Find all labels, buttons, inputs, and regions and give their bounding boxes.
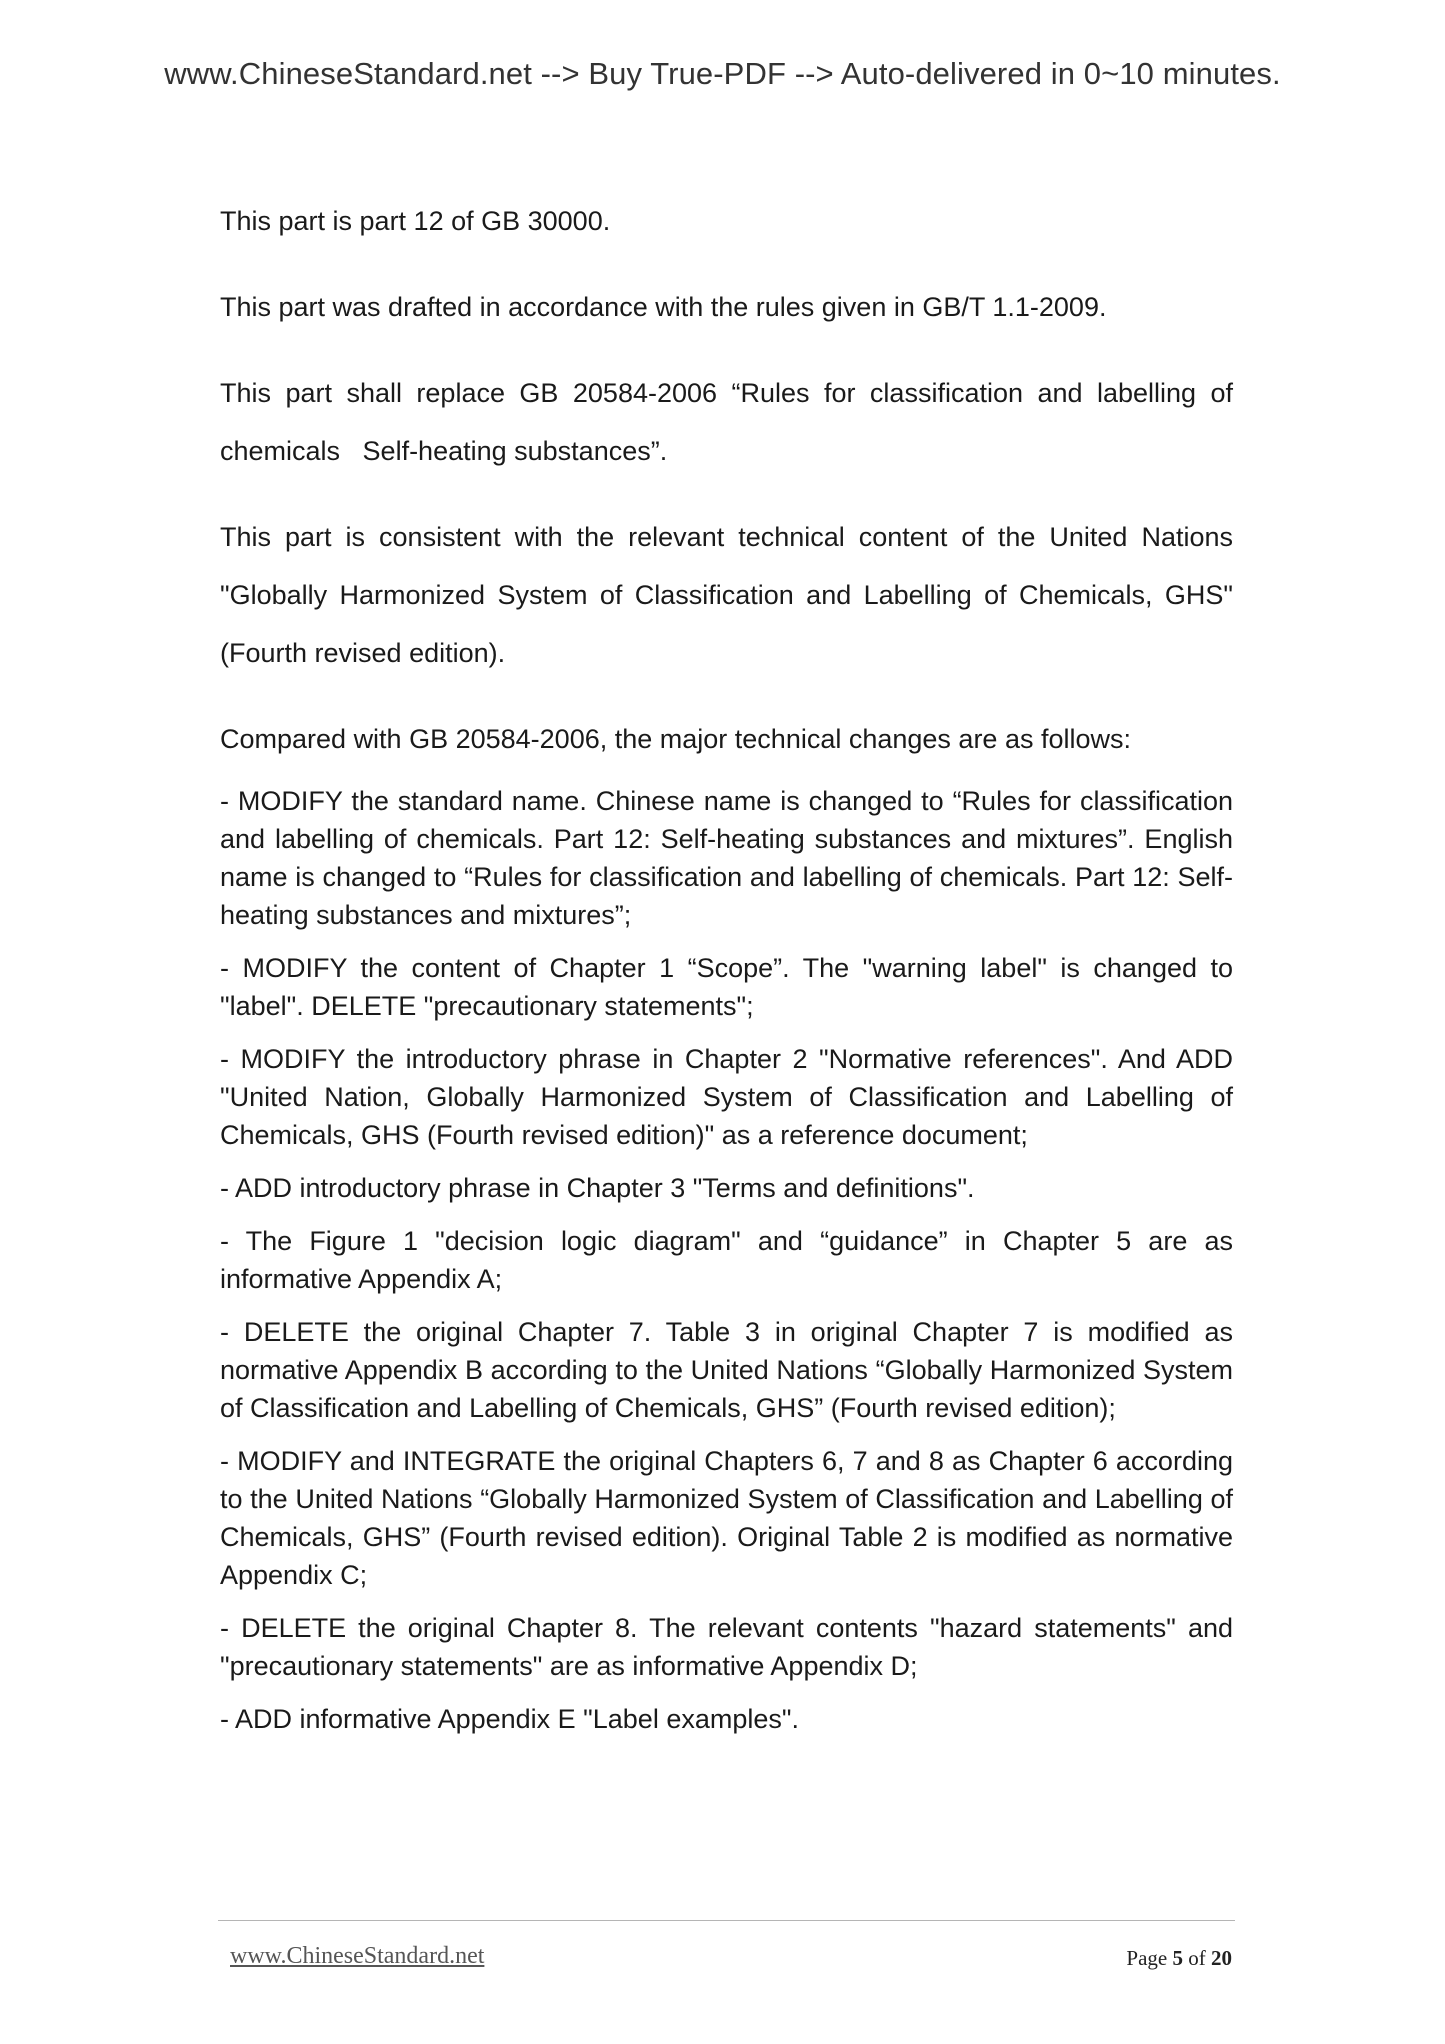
paragraph-part-number: This part is part 12 of GB 30000.: [220, 206, 611, 236]
paragraph-changes-intro: Compared with GB 20584-2006, the major technical changes are as follows:: [220, 724, 1131, 754]
list-item: - MODIFY the introductory phrase in Chapter 2 "Normative references". And ADD "United Nation, Globally Harmonized System of Classification and Labelling of Chemicals, GHS (Fourth revised edition)" as a reference document;: [220, 1044, 1233, 1150]
list-item: - MODIFY the content of Chapter 1 “Scope”. The "warning label" is changed to "label". DELETE "precautionary statements";: [220, 953, 1233, 1021]
footer-divider: [218, 1920, 1235, 1921]
list-item: - The Figure 1 "decision logic diagram" and “guidance” in Chapter 5 are as informative Appendix A;: [220, 1226, 1233, 1294]
list-item: - MODIFY the standard name. Chinese name is changed to “Rules for classification and labelling of chemicals. Part 12: Self-heating substances and mixtures”. English name is changed to “Rules for classification and labelling of chemicals. Part 12: Self-heating substances and mixtures”;: [220, 786, 1233, 930]
list-item: - MODIFY and INTEGRATE the original Chapters 6, 7 and 8 as Chapter 6 according to the United Nations “Globally Harmonized System of Classification and Labelling of Chemicals, GHS” (Fourth revised edition). Original Table 2 is modified as normative Appendix C;: [220, 1446, 1233, 1590]
list-item: - DELETE the original Chapter 7. Table 3 in original Chapter 7 is modified as normative Appendix B according to the United Nations “Globally Harmonized System of Classification and Labelling of Chemicals, GHS” (Fourth revised edition);: [220, 1317, 1233, 1423]
paragraph-consistency: This part is consistent with the relevant technical content of the United Nations "Globally Harmonized System of Classification and Labelling of Chemicals, GHS" (Fourth revised edition).: [220, 522, 1233, 668]
list-item: - DELETE the original Chapter 8. The relevant contents "hazard statements" and "precautionary statements" are as informative Appendix D;: [220, 1613, 1233, 1681]
page-number: [1126, 1946, 1232, 1971]
changes-list: [220, 782, 1233, 1738]
paragraph-drafting-rules: This part was drafted in accordance with the rules given in GB/T 1.1-2009.: [220, 292, 1107, 322]
list-item: - ADD introductory phrase in Chapter 3 "Terms and definitions".: [220, 1173, 975, 1203]
page-of-label: of: [1188, 1946, 1206, 1970]
header-banner: www.ChineseStandard.net --> Buy True-PDF --> Auto-delivered in 0~10 minutes.: [164, 56, 1281, 91]
paragraph-replacement: This part shall replace GB 20584-2006 “Rules for classification and labelling of chemicals Self-heating substances”.: [220, 378, 1233, 466]
page-total: 20: [1211, 1946, 1232, 1970]
page-current: 5: [1172, 1946, 1183, 1970]
list-item: - ADD informative Appendix E "Label examples".: [220, 1704, 799, 1734]
document-body: [220, 192, 1233, 1753]
footer-website-link[interactable]: www.ChineseStandard.net: [230, 1943, 485, 1969]
page-label: Page: [1126, 1946, 1168, 1970]
